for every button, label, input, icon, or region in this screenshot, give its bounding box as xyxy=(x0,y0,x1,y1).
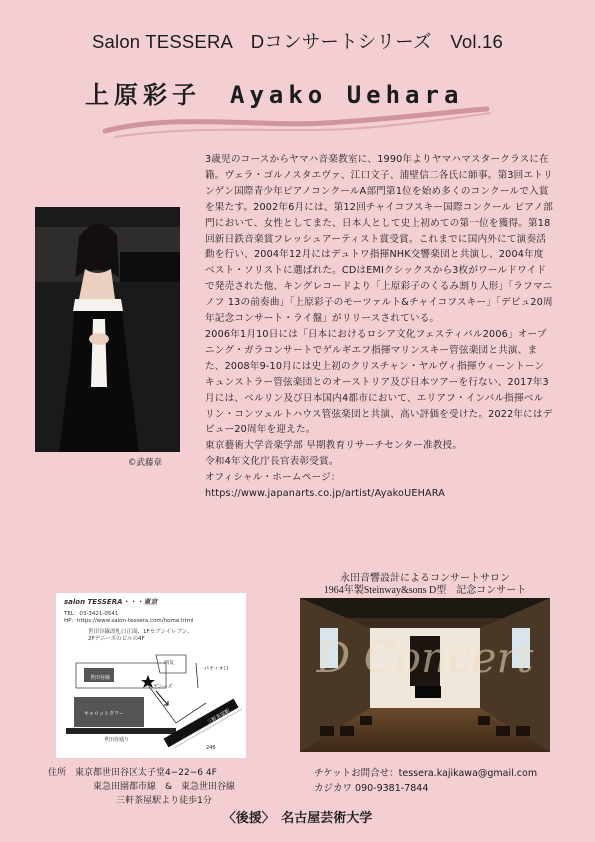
sponsor-credit: 〈後援〉 名古屋芸術大学 xyxy=(222,811,373,826)
access-map xyxy=(56,593,246,758)
map-label: 246 xyxy=(206,745,216,751)
hall-caption xyxy=(300,573,550,597)
map-label: 三軒茶屋駅 xyxy=(206,708,232,726)
bio-paragraph: 令和4年文化庁長官表彰受賞。 xyxy=(205,456,339,468)
address-access: 東急田園都市線 & 東急世田谷線 xyxy=(92,782,236,792)
map-tel: TEL：03-3421-0541 xyxy=(64,611,119,617)
map-hp: HP：https://www.salon-tessera.com/home.html xyxy=(64,618,194,624)
photo-credit: ©武藤章 xyxy=(128,458,163,468)
map-label: 西友 xyxy=(164,660,175,666)
bio-paragraph: 2006年1月10日には「日本におけるロシア文化フェスティバル2006」オープニング・ガラコンサートでゲルギエフ指揮マリンスキー管弦楽団と共演、また、2008年9-10月には史上初のクリスチャン・ヤルヴィ指揮ウィーントーンキュンストラー管弦楽団とのオーストリア及び日本ツアーを行ない、2017年3月には、ベルリン及び日本国内4都市において、エリアフ・インバル指揮ベルリン・コンツェルトハウス管弦楽団と共演、高い評価を受けた。2022年にはデビュー20周年を迎えた。 xyxy=(205,328,553,436)
map-label: 世田谷線 xyxy=(90,675,111,681)
series-title: Salon TESSERA Dコンサートシリーズ Vol.16 xyxy=(91,31,504,52)
hall-caption-line: 1964年製Steinway&sons D型 記念コンサート xyxy=(323,585,527,596)
map-label: キャロットタワー xyxy=(84,711,124,717)
artist-name: 上原彩子 Ayako Uehara xyxy=(85,81,464,109)
map-label: デニーズ xyxy=(153,684,173,690)
address-line: 住所 東京都世田谷区太子堂4−22−6 4F xyxy=(48,768,217,778)
contact-email[interactable]: チケットお問合せ：tessera.kajikawa@gmail.com xyxy=(314,768,538,779)
bio-paragraph: 3歳児のコースからヤマハ音楽教室に、1990年よりヤマハマスタークラスに在籍。ヴェラ・ゴルノスタエヴァ、江口文子、浦壁信二各氏に師事。第3回エトリンゲン国際青少年ピアノコンクールA部門第1位を始め多くのコンクールで入賞を果たす。2002年6月には、第12回チャイコフスキー国際コンクール ピアノ部門において、女性としてまた、日本人として史上初めての第一位を獲得。第18回新日鉄音楽賞フレッシュアーティスト賞受賞。これまでに国内外にて演奏活動を行い、2004年12月にはデュトワ指揮NHK交響楽団と共演し、2004年度ベスト・ソリストに選ばれた。CDはEMIクシックスから3枚がワールドワイドで発売された他、キングレコードより「上原彩子のくるみ割り人形」「ラフマニノフ 13の前奏曲」「上原彩子のモーツァルト&チャイコフスキー」「デビュ20周年記念コンサート・ライ盤」がリリースされている。 xyxy=(205,154,554,325)
bio-paragraph: オフィシャル・ホームページ： xyxy=(205,472,341,484)
map-label: 世田谷通り xyxy=(104,737,130,743)
map-note: 2Fデニーズのビルの4F xyxy=(88,636,145,642)
contact-phone: カジカワ 090-9381-7844 xyxy=(314,783,429,794)
ticket-contact xyxy=(314,766,537,796)
map-note: 世田谷線改札口正面、1Fセブンイレブン、 xyxy=(88,629,193,635)
venue-address xyxy=(48,766,280,808)
official-website-link[interactable]: https://www.japanarts.co.jp/artist/AyakoUEHARA xyxy=(205,488,446,500)
address-access: 三軒茶屋駅より徒歩1分 xyxy=(116,796,212,806)
decorative-swoosh xyxy=(95,105,495,145)
map-venue-name: salon TESSERA・・・東京 xyxy=(64,598,158,606)
concert-hall-photo xyxy=(300,598,550,752)
bio-paragraph: 東京藝術大学音楽学部 早期教育リサーチセンター准教授。 xyxy=(205,440,463,452)
artist-biography xyxy=(205,152,553,502)
map-drawing xyxy=(56,593,246,758)
artist-photo xyxy=(35,207,180,452)
hall-caption-line: 永田音響設計によるコンサートサロン xyxy=(340,573,510,584)
d-concert-overlay: D Concert xyxy=(316,633,534,682)
map-label: パティオ口 xyxy=(204,666,229,672)
